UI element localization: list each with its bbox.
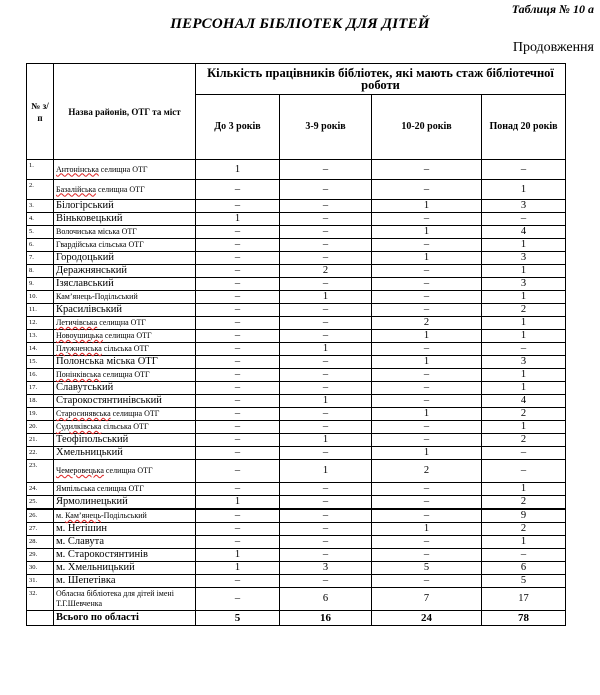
cell-over-20: 17 bbox=[482, 588, 566, 611]
cell-over-20: 1 bbox=[482, 239, 566, 252]
cell-10-20: 1 bbox=[372, 200, 482, 213]
cell-3-9: 1 bbox=[280, 460, 372, 483]
total-row-number bbox=[27, 611, 54, 626]
cell-over-20: 3 bbox=[482, 252, 566, 265]
cell-10-20: – bbox=[372, 291, 482, 304]
cell-over-20: 1 bbox=[482, 180, 566, 200]
cell-10-20: 1 bbox=[372, 356, 482, 369]
row-name: Хмельницький bbox=[54, 447, 196, 460]
cell-3-9: – bbox=[280, 421, 372, 434]
cell-3-9: – bbox=[280, 483, 372, 496]
cell-3-9: – bbox=[280, 575, 372, 588]
cell-10-20: – bbox=[372, 509, 482, 523]
cell-3-9: 1 bbox=[280, 434, 372, 447]
cell-over-20: 5 bbox=[482, 575, 566, 588]
cell-under-3: – bbox=[196, 343, 280, 356]
cell-under-3: 1 bbox=[196, 549, 280, 562]
cell-10-20: 1 bbox=[372, 523, 482, 536]
cell-10-20: 5 bbox=[372, 562, 482, 575]
cell-10-20: – bbox=[372, 213, 482, 226]
cell-under-3: – bbox=[196, 575, 280, 588]
table-row bbox=[27, 562, 566, 575]
table-row bbox=[27, 304, 566, 317]
cell-3-9: – bbox=[280, 252, 372, 265]
row-name: Красилівський bbox=[54, 304, 196, 317]
cell-10-20: 1 bbox=[372, 226, 482, 239]
cell-under-3: – bbox=[196, 483, 280, 496]
row-name: Деражнянський bbox=[54, 265, 196, 278]
row-number: 6. bbox=[27, 239, 54, 252]
cell-over-20: 2 bbox=[482, 434, 566, 447]
cell-3-9: – bbox=[280, 239, 372, 252]
cell-10-20: – bbox=[372, 496, 482, 510]
cell-3-9: – bbox=[280, 160, 372, 180]
cell-over-20: 2 bbox=[482, 523, 566, 536]
header-col-under-3: До 3 років bbox=[196, 95, 280, 160]
cell-over-20: 1 bbox=[482, 317, 566, 330]
row-name: Гвардійська сільська ОТГ bbox=[54, 239, 196, 252]
cell-10-20: – bbox=[372, 382, 482, 395]
row-name: Старосинявська селищна ОТГ bbox=[54, 408, 196, 421]
cell-10-20: – bbox=[372, 239, 482, 252]
cell-over-20: 1 bbox=[482, 483, 566, 496]
cell-over-20: 2 bbox=[482, 496, 566, 510]
cell-3-9: 1 bbox=[280, 343, 372, 356]
row-name: м. Хмельницький bbox=[54, 562, 196, 575]
cell-3-9: – bbox=[280, 523, 372, 536]
row-name: м. Кам’янець-Подільський bbox=[54, 509, 196, 523]
table-row bbox=[27, 509, 566, 523]
row-name: Городоцький bbox=[54, 252, 196, 265]
cell-under-3: – bbox=[196, 278, 280, 291]
cell-over-20: 9 bbox=[482, 509, 566, 523]
row-number: 30. bbox=[27, 562, 54, 575]
cell-10-20: – bbox=[372, 536, 482, 549]
cell-under-3: – bbox=[196, 317, 280, 330]
cell-3-9: – bbox=[280, 330, 372, 343]
cell-over-20: 3 bbox=[482, 200, 566, 213]
cell-10-20: – bbox=[372, 421, 482, 434]
cell-10-20: 1 bbox=[372, 447, 482, 460]
row-name: Теофіпольський bbox=[54, 434, 196, 447]
total-10-20: 24 bbox=[372, 611, 482, 626]
row-name: Обласна бібліотека для дітей імені Т.Г.Шевченка bbox=[54, 588, 196, 611]
cell-under-3: – bbox=[196, 509, 280, 523]
cell-10-20: – bbox=[372, 369, 482, 382]
table-row bbox=[27, 278, 566, 291]
row-number: 10. bbox=[27, 291, 54, 304]
table-row bbox=[27, 226, 566, 239]
row-number: 9. bbox=[27, 278, 54, 291]
table-row bbox=[27, 252, 566, 265]
cell-3-9: 2 bbox=[280, 265, 372, 278]
cell-under-3: – bbox=[196, 447, 280, 460]
table-body bbox=[27, 160, 566, 626]
cell-10-20: – bbox=[372, 434, 482, 447]
row-name: Судилківська сільська ОТГ bbox=[54, 421, 196, 434]
cell-under-3: – bbox=[196, 408, 280, 421]
table-row bbox=[27, 588, 566, 611]
cell-under-3: 1 bbox=[196, 160, 280, 180]
cell-10-20: – bbox=[372, 483, 482, 496]
cell-10-20: 1 bbox=[372, 330, 482, 343]
cell-3-9: – bbox=[280, 496, 372, 510]
cell-3-9: 1 bbox=[280, 291, 372, 304]
row-name: Ізяславський bbox=[54, 278, 196, 291]
table-row bbox=[27, 496, 566, 510]
row-name: Полонська міська ОТГ bbox=[54, 356, 196, 369]
row-number: 27. bbox=[27, 523, 54, 536]
row-name: Старокостянтинівський bbox=[54, 395, 196, 408]
row-name: м. Нетішин bbox=[54, 523, 196, 536]
table-row bbox=[27, 180, 566, 200]
cell-3-9: – bbox=[280, 213, 372, 226]
row-number: 12. bbox=[27, 317, 54, 330]
table-row bbox=[27, 408, 566, 421]
cell-over-20: 1 bbox=[482, 291, 566, 304]
cell-10-20: – bbox=[372, 343, 482, 356]
cell-3-9: – bbox=[280, 317, 372, 330]
table-row bbox=[27, 317, 566, 330]
cell-under-3: – bbox=[196, 369, 280, 382]
cell-over-20: 1 bbox=[482, 421, 566, 434]
row-name: Базалійська селищна ОТГ bbox=[54, 180, 196, 200]
cell-under-3: 1 bbox=[196, 213, 280, 226]
total-over-20: 78 bbox=[482, 611, 566, 626]
row-number: 17. bbox=[27, 382, 54, 395]
row-name: Кам’янець-Подільський bbox=[54, 291, 196, 304]
total-3-9: 16 bbox=[280, 611, 372, 626]
cell-3-9: – bbox=[280, 226, 372, 239]
cell-10-20: – bbox=[372, 180, 482, 200]
cell-over-20: 1 bbox=[482, 369, 566, 382]
cell-over-20: 3 bbox=[482, 278, 566, 291]
cell-under-3: – bbox=[196, 382, 280, 395]
table-row bbox=[27, 523, 566, 536]
staff-experience-table bbox=[26, 63, 566, 626]
cell-over-20: – bbox=[482, 447, 566, 460]
row-number: 19. bbox=[27, 408, 54, 421]
cell-3-9: – bbox=[280, 356, 372, 369]
cell-under-3: – bbox=[196, 330, 280, 343]
cell-under-3: – bbox=[196, 460, 280, 483]
cell-over-20: – bbox=[482, 160, 566, 180]
cell-over-20: 1 bbox=[482, 536, 566, 549]
cell-3-9: – bbox=[280, 369, 372, 382]
row-name: Чемеровецька селищна ОТГ bbox=[54, 460, 196, 483]
row-number: 25. bbox=[27, 496, 54, 510]
cell-10-20: 1 bbox=[372, 252, 482, 265]
cell-under-3: – bbox=[196, 180, 280, 200]
cell-10-20: – bbox=[372, 304, 482, 317]
row-number: 11. bbox=[27, 304, 54, 317]
cell-3-9: 1 bbox=[280, 395, 372, 408]
row-name: м. Шепетівка bbox=[54, 575, 196, 588]
cell-under-3: – bbox=[196, 226, 280, 239]
table-row bbox=[27, 265, 566, 278]
cell-3-9: – bbox=[280, 304, 372, 317]
row-number: 20. bbox=[27, 421, 54, 434]
row-name: Плужненська сільська ОТГ bbox=[54, 343, 196, 356]
row-name: Білогірський bbox=[54, 200, 196, 213]
cell-10-20: 2 bbox=[372, 460, 482, 483]
cell-10-20: – bbox=[372, 549, 482, 562]
cell-3-9: – bbox=[280, 278, 372, 291]
cell-3-9: 6 bbox=[280, 588, 372, 611]
table-row bbox=[27, 160, 566, 180]
row-number: 26. bbox=[27, 509, 54, 523]
cell-under-3: 1 bbox=[196, 562, 280, 575]
cell-over-20: 1 bbox=[482, 265, 566, 278]
cell-under-3: – bbox=[196, 395, 280, 408]
header-col-3-9: 3-9 років bbox=[280, 95, 372, 160]
row-name: Летичівська селищна ОТГ bbox=[54, 317, 196, 330]
table-row bbox=[27, 434, 566, 447]
cell-over-20: – bbox=[482, 213, 566, 226]
cell-over-20: 2 bbox=[482, 408, 566, 421]
row-number: 3. bbox=[27, 200, 54, 213]
table-row bbox=[27, 382, 566, 395]
row-name: Новоушицька селищна ОТГ bbox=[54, 330, 196, 343]
row-number: 31. bbox=[27, 575, 54, 588]
table-row bbox=[27, 200, 566, 213]
cell-under-3: – bbox=[196, 523, 280, 536]
table-row bbox=[27, 369, 566, 382]
cell-under-3: – bbox=[196, 252, 280, 265]
table-row bbox=[27, 575, 566, 588]
table-row bbox=[27, 460, 566, 483]
cell-3-9: – bbox=[280, 408, 372, 421]
row-number: 32. bbox=[27, 588, 54, 611]
cell-10-20: – bbox=[372, 278, 482, 291]
cell-10-20: 7 bbox=[372, 588, 482, 611]
row-number: 28. bbox=[27, 536, 54, 549]
row-name: м. Старокостянтинів bbox=[54, 549, 196, 562]
header-col-10-20: 10-20 років bbox=[372, 95, 482, 160]
row-number: 1. bbox=[27, 160, 54, 180]
row-number: 5. bbox=[27, 226, 54, 239]
cell-under-3: – bbox=[196, 304, 280, 317]
header-experience-group: Кількість працівників бібліотек, які мають стаж бібліотечної роботи bbox=[196, 64, 566, 95]
cell-over-20: 1 bbox=[482, 382, 566, 395]
table-row bbox=[27, 536, 566, 549]
header-name: Назва районів, ОТГ та міст bbox=[54, 64, 196, 160]
row-number: 13. bbox=[27, 330, 54, 343]
cell-over-20: 6 bbox=[482, 562, 566, 575]
table-row bbox=[27, 447, 566, 460]
cell-over-20: 4 bbox=[482, 226, 566, 239]
cell-over-20: 2 bbox=[482, 304, 566, 317]
table-row bbox=[27, 213, 566, 226]
cell-under-3: – bbox=[196, 536, 280, 549]
cell-10-20: 2 bbox=[372, 317, 482, 330]
cell-under-3: – bbox=[196, 200, 280, 213]
cell-3-9: – bbox=[280, 509, 372, 523]
row-name: Ярмолинецький bbox=[54, 496, 196, 510]
table-row bbox=[27, 291, 566, 304]
cell-over-20: 1 bbox=[482, 330, 566, 343]
cell-10-20: – bbox=[372, 575, 482, 588]
cell-3-9: – bbox=[280, 536, 372, 549]
total-under-3: 5 bbox=[196, 611, 280, 626]
table-row bbox=[27, 483, 566, 496]
row-name: Славутський bbox=[54, 382, 196, 395]
table-row bbox=[27, 549, 566, 562]
cell-10-20: – bbox=[372, 265, 482, 278]
cell-over-20: – bbox=[482, 549, 566, 562]
row-name: Понінківська селищна ОТГ bbox=[54, 369, 196, 382]
cell-under-3: – bbox=[196, 421, 280, 434]
row-number: 23. bbox=[27, 460, 54, 483]
table-row bbox=[27, 239, 566, 252]
total-label: Всього по області bbox=[54, 611, 196, 626]
table-row bbox=[27, 343, 566, 356]
row-number: 29. bbox=[27, 549, 54, 562]
cell-under-3: – bbox=[196, 291, 280, 304]
total-row bbox=[27, 611, 566, 626]
cell-over-20: – bbox=[482, 460, 566, 483]
row-number: 18. bbox=[27, 395, 54, 408]
row-number: 15. bbox=[27, 356, 54, 369]
cell-3-9: – bbox=[280, 200, 372, 213]
header-col-over-20: Понад 20 років bbox=[482, 95, 566, 160]
cell-10-20: – bbox=[372, 160, 482, 180]
cell-under-3: 1 bbox=[196, 496, 280, 510]
row-number: 8. bbox=[27, 265, 54, 278]
row-name: Віньковецький bbox=[54, 213, 196, 226]
header-number: № з/п bbox=[27, 64, 54, 160]
cell-under-3: – bbox=[196, 434, 280, 447]
row-number: 24. bbox=[27, 483, 54, 496]
row-name: Ямпільська селищна ОТГ bbox=[54, 483, 196, 496]
row-number: 4. bbox=[27, 213, 54, 226]
table-number: Таблиця № 10 а bbox=[511, 2, 594, 16]
row-number: 16. bbox=[27, 369, 54, 382]
row-number: 7. bbox=[27, 252, 54, 265]
row-number: 2. bbox=[27, 180, 54, 200]
table-row bbox=[27, 330, 566, 343]
cell-over-20: 3 bbox=[482, 356, 566, 369]
cell-10-20: – bbox=[372, 395, 482, 408]
row-number: 14. bbox=[27, 343, 54, 356]
cell-3-9: – bbox=[280, 180, 372, 200]
cell-3-9: 3 bbox=[280, 562, 372, 575]
cell-3-9: – bbox=[280, 382, 372, 395]
table-row bbox=[27, 356, 566, 369]
row-number: 21. bbox=[27, 434, 54, 447]
table-row bbox=[27, 395, 566, 408]
cell-under-3: – bbox=[196, 239, 280, 252]
cell-under-3: – bbox=[196, 356, 280, 369]
table-row bbox=[27, 421, 566, 434]
row-name: м. Славута bbox=[54, 536, 196, 549]
cell-3-9: – bbox=[280, 447, 372, 460]
cell-3-9: – bbox=[280, 549, 372, 562]
page-title: ПЕРСОНАЛ БІБЛІОТЕК ДЛЯ ДІТЕЙ bbox=[170, 16, 430, 32]
row-number: 22. bbox=[27, 447, 54, 460]
continued-label: Продовження bbox=[512, 40, 594, 55]
cell-over-20: 4 bbox=[482, 395, 566, 408]
cell-over-20: – bbox=[482, 343, 566, 356]
cell-under-3: – bbox=[196, 265, 280, 278]
row-name: Волочиська міська ОТГ bbox=[54, 226, 196, 239]
row-name: Антонінська селищна ОТГ bbox=[54, 160, 196, 180]
cell-10-20: 1 bbox=[372, 408, 482, 421]
cell-under-3: – bbox=[196, 588, 280, 611]
